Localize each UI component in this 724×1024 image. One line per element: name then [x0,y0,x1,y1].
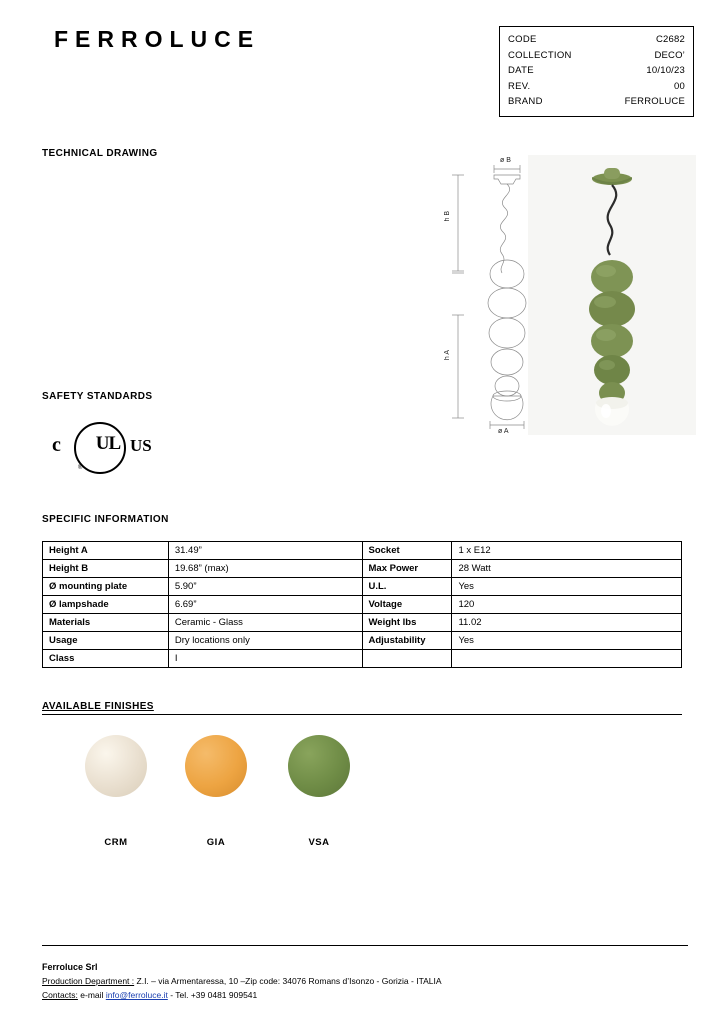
spec-value-2: 120 [452,596,682,614]
spec-value: 5.90” [168,578,362,596]
table-row [43,560,682,578]
ul-label: UL [95,433,121,454]
spec-label: Usage [43,632,169,650]
spec-value-2: 11.02 [452,614,682,632]
spec-value-2: 28 Watt [452,560,682,578]
dimension-label-height-a: h A [444,350,451,361]
specifications-table [42,541,682,668]
technical-drawing [438,155,696,440]
finishes-list [42,735,682,865]
finish-option-vsa[interactable] [267,735,371,848]
dimension-label-diameter-a: ø A [498,428,509,435]
finish-swatch [185,735,247,797]
drawing-svg [438,155,696,440]
table-row [43,614,682,632]
footer-production-value: Z.I. – via Armentaressa, 10 –Zip code: 34076 Romans d’Isonzo - Gorizia - ITALIA [136,976,442,986]
ul-us-label: US [130,436,152,455]
spec-value: I [168,650,362,668]
spec-value-2: Yes [452,578,682,596]
finish-label: VSA [308,837,330,848]
spec-value: 6.69” [168,596,362,614]
info-key: CODE [508,34,537,45]
footer-production-label: Production Department : [42,976,135,986]
footer-divider [42,945,688,946]
section-title-safety-standards: SAFETY STANDARDS [42,391,153,402]
table-row [43,650,682,668]
spec-label-2: Max Power [362,560,452,578]
ul-certification-mark [48,420,168,476]
info-value: DECO’ [654,49,685,61]
spec-label: Height B [43,560,169,578]
info-value: C2682 [656,34,685,45]
section-title-specific-information: SPECIFIC INFORMATION [42,514,169,525]
footer [42,960,688,1002]
spec-label: Height A [43,542,169,560]
registered-trademark-icon: ® [78,465,83,471]
footer-contacts [42,988,688,1002]
table-row [43,542,682,560]
spec-label: Materials [43,614,169,632]
spec-value-2 [452,650,682,668]
footer-telephone: - Tel. +39 0481 909541 [170,990,258,1000]
spec-label: Ø mounting plate [43,578,169,596]
spec-value: Ceramic - Glass [168,614,362,632]
spec-label: Ø lampshade [43,596,169,614]
info-value: 10/10/23 [646,65,685,76]
finish-option-gia[interactable] [164,735,268,848]
finish-option-crm[interactable] [64,735,168,848]
brand-logo: FERROLUCE [54,26,261,52]
finish-swatch [288,735,350,797]
info-value: FERROLUCE [624,96,685,107]
spec-label-2: U.L. [362,578,452,596]
info-key: DATE [508,65,534,76]
section-title-available-finishes: AVAILABLE FINISHES [42,701,154,712]
spec-value-2: Yes [452,632,682,650]
info-row [508,32,685,48]
footer-company: Ferroluce Srl [42,962,98,972]
ul-canada-label: c [52,434,61,456]
spec-label: Class [43,650,169,668]
info-value: 00 [674,80,685,92]
footer-contacts-label: Contacts: [42,990,78,1000]
table-row [43,632,682,650]
info-row [508,48,685,64]
footer-email-link[interactable]: info@ferroluce.it [105,990,168,1000]
table-row [43,596,682,614]
finish-label: GIA [206,837,226,848]
dimension-label-height-b: h B [444,211,451,222]
info-key: BRAND [508,96,543,107]
info-row [508,79,685,95]
spec-value: 31.49” [168,542,362,560]
spec-label-2: Voltage [362,596,452,614]
spec-value-2: 1 x E12 [452,542,682,560]
info-row [508,63,685,79]
finishes-divider [42,714,682,715]
info-row [508,94,685,110]
spec-label-2: Adjustability [362,632,452,650]
footer-production [42,974,688,988]
spec-value: Dry locations only [168,632,362,650]
spec-label-2: Weight lbs [362,614,452,632]
spec-label-2: Socket [362,542,452,560]
info-key: COLLECTION [508,49,572,61]
table-row [43,578,682,596]
footer-email-prefix: e-mail [80,990,104,1000]
finish-label: CRM [104,837,128,848]
spec-value: 19.68” (max) [168,560,362,578]
info-key: REV. [508,80,531,92]
section-title-technical-drawing: TECHNICAL DRAWING [42,148,158,159]
finish-swatch [85,735,147,797]
spec-label-2 [362,650,452,668]
dimension-label-diameter-b: ø B [500,157,511,164]
document-info-box [499,26,694,117]
